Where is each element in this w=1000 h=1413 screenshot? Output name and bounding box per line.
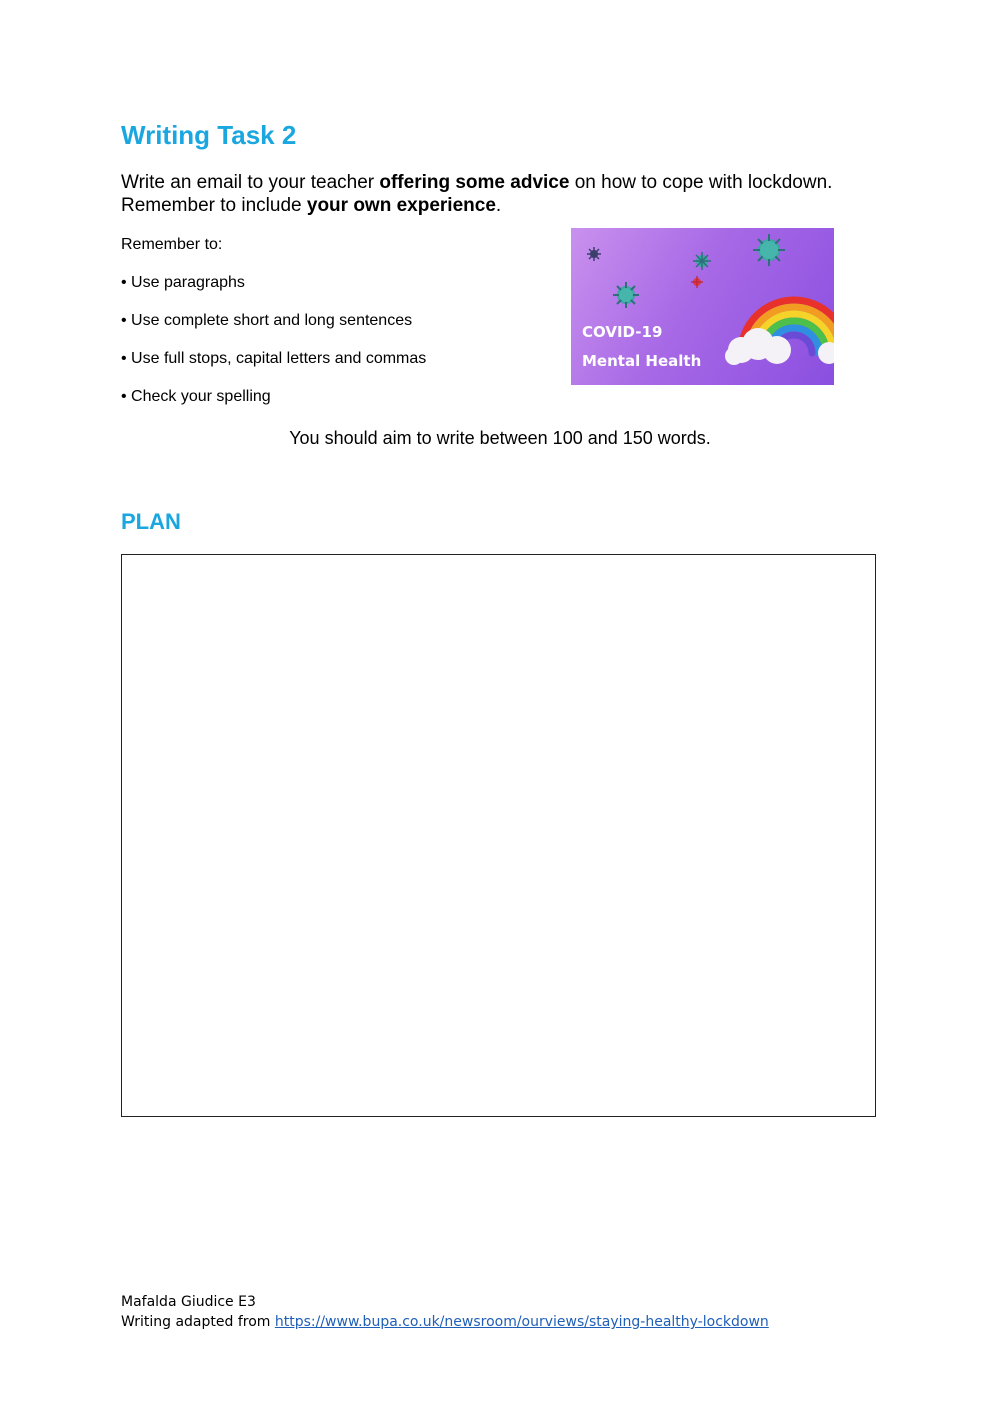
virus-icon <box>753 234 785 266</box>
bullet-item: • Use full stops, capital letters and commas <box>121 350 427 367</box>
plan-writing-area[interactable] <box>121 554 876 1117</box>
remember-label: Remember to: <box>121 236 223 253</box>
bullet-item: • Use complete short and long sentences <box>121 312 413 329</box>
intro-text-1: Write an email to your teacher <box>121 172 380 193</box>
footer-author: Mafalda Giudice E3 <box>121 1294 256 1310</box>
image-caption-covid: COVID-19 <box>582 323 663 341</box>
word-count-guidance: You should aim to write between 100 and 150 words. <box>289 428 711 448</box>
image-caption-mental-health: Mental Health <box>582 352 702 370</box>
source-link[interactable]: https://www.bupa.co.uk/newsroom/ourviews/staying-healthy-lockdown <box>274 1314 769 1330</box>
intro-bold-advice: offering some advice <box>379 172 570 193</box>
virus-icon <box>693 252 711 270</box>
task-instructions <box>121 171 911 217</box>
intro-text-3: . <box>495 195 502 216</box>
page-title: Writing Task 2 <box>121 120 297 150</box>
covid-mental-health-image <box>571 228 834 385</box>
intro-text-2: on how to cope with lockdown. Remember to include <box>121 172 833 216</box>
footer-source-prefix: Writing adapted from <box>121 1314 275 1330</box>
plan-heading: PLAN <box>121 509 181 534</box>
bullet-item: • Check your spelling <box>121 388 271 405</box>
footer-source <box>121 1312 769 1332</box>
virus-icon <box>613 282 639 308</box>
virus-icon <box>587 247 601 261</box>
virus-icon <box>691 276 703 288</box>
intro-bold-experience: your own experience <box>306 195 496 216</box>
footer <box>121 1292 769 1332</box>
bullet-item: • Use paragraphs <box>121 274 245 291</box>
